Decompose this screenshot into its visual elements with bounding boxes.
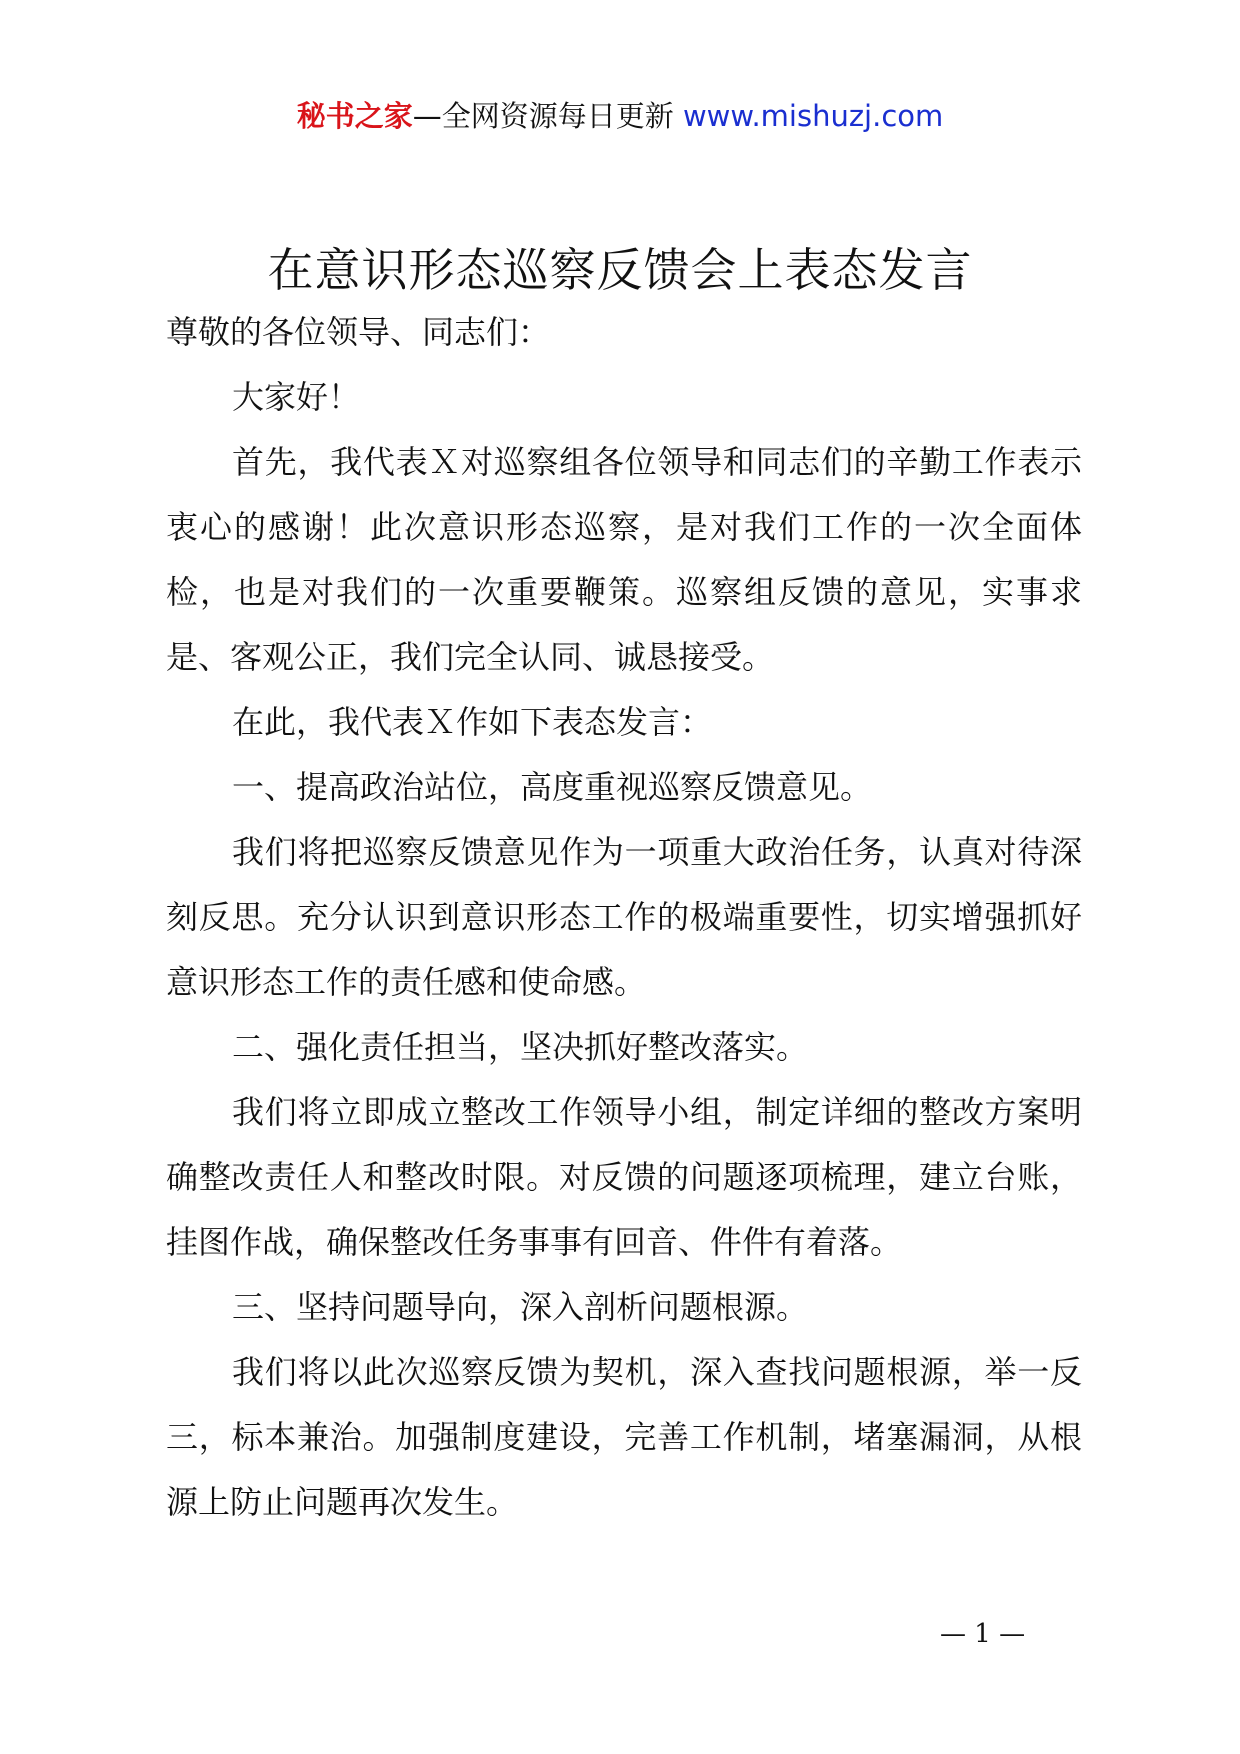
paragraph-statement: 在此，我代表Ｘ作如下表态发言： (232, 703, 713, 741)
site-header (0, 96, 1240, 136)
greeting: 大家好！ (232, 378, 361, 416)
site-url[interactable]: www.mishuzj.com (682, 99, 944, 133)
document-title: 在意识形态巡察反馈会上表态发言 (267, 243, 973, 297)
page-number: — 1 — (940, 1619, 1026, 1649)
section-body-1: 我们将把巡察反馈意见作为一项重大政治任务，认真对待深刻反思。充分认识到意识形态工作的极端重要性，切实增强抓好意识形态工作的责任感和使命感。 (166, 833, 1082, 1001)
site-tagline: —全网资源每日更新 (412, 99, 683, 133)
section-heading-1: 一、提高政治站位，高度重视巡察反馈意见。 (232, 768, 873, 806)
site-brand: 秘书之家 (296, 99, 413, 133)
paragraph-intro: 首先，我代表Ｘ对巡察组各位领导和同志们的辛勤工作表示衷心的感谢！此次意识形态巡察，是对我们工作的一次全面体检，也是对我们的一次重要鞭策。巡察组反馈的意见，实事求是、客观公正，我们完全认同、诚恳接受。 (166, 443, 1082, 676)
section-body-2: 我们将立即成立整改工作领导小组，制定详细的整改方案明确整改责任人和整改时限。对反馈的问题逐项梳理，建立台账，挂图作战，确保整改任务事事有回音、件件有着落。 (166, 1093, 1082, 1261)
section-heading-3: 三、坚持问题导向，深入剖析问题根源。 (232, 1288, 809, 1326)
section-heading-2: 二、强化责任担当，坚决抓好整改落实。 (232, 1028, 809, 1066)
document-body (166, 300, 1082, 1535)
section-body-3: 我们将以此次巡察反馈为契机，深入查找问题根源，举一反三，标本兼治。加强制度建设，完善工作机制，堵塞漏洞，从根源上防止问题再次发生。 (166, 1353, 1082, 1521)
salutation: 尊敬的各位领导、同志们： (166, 313, 551, 351)
